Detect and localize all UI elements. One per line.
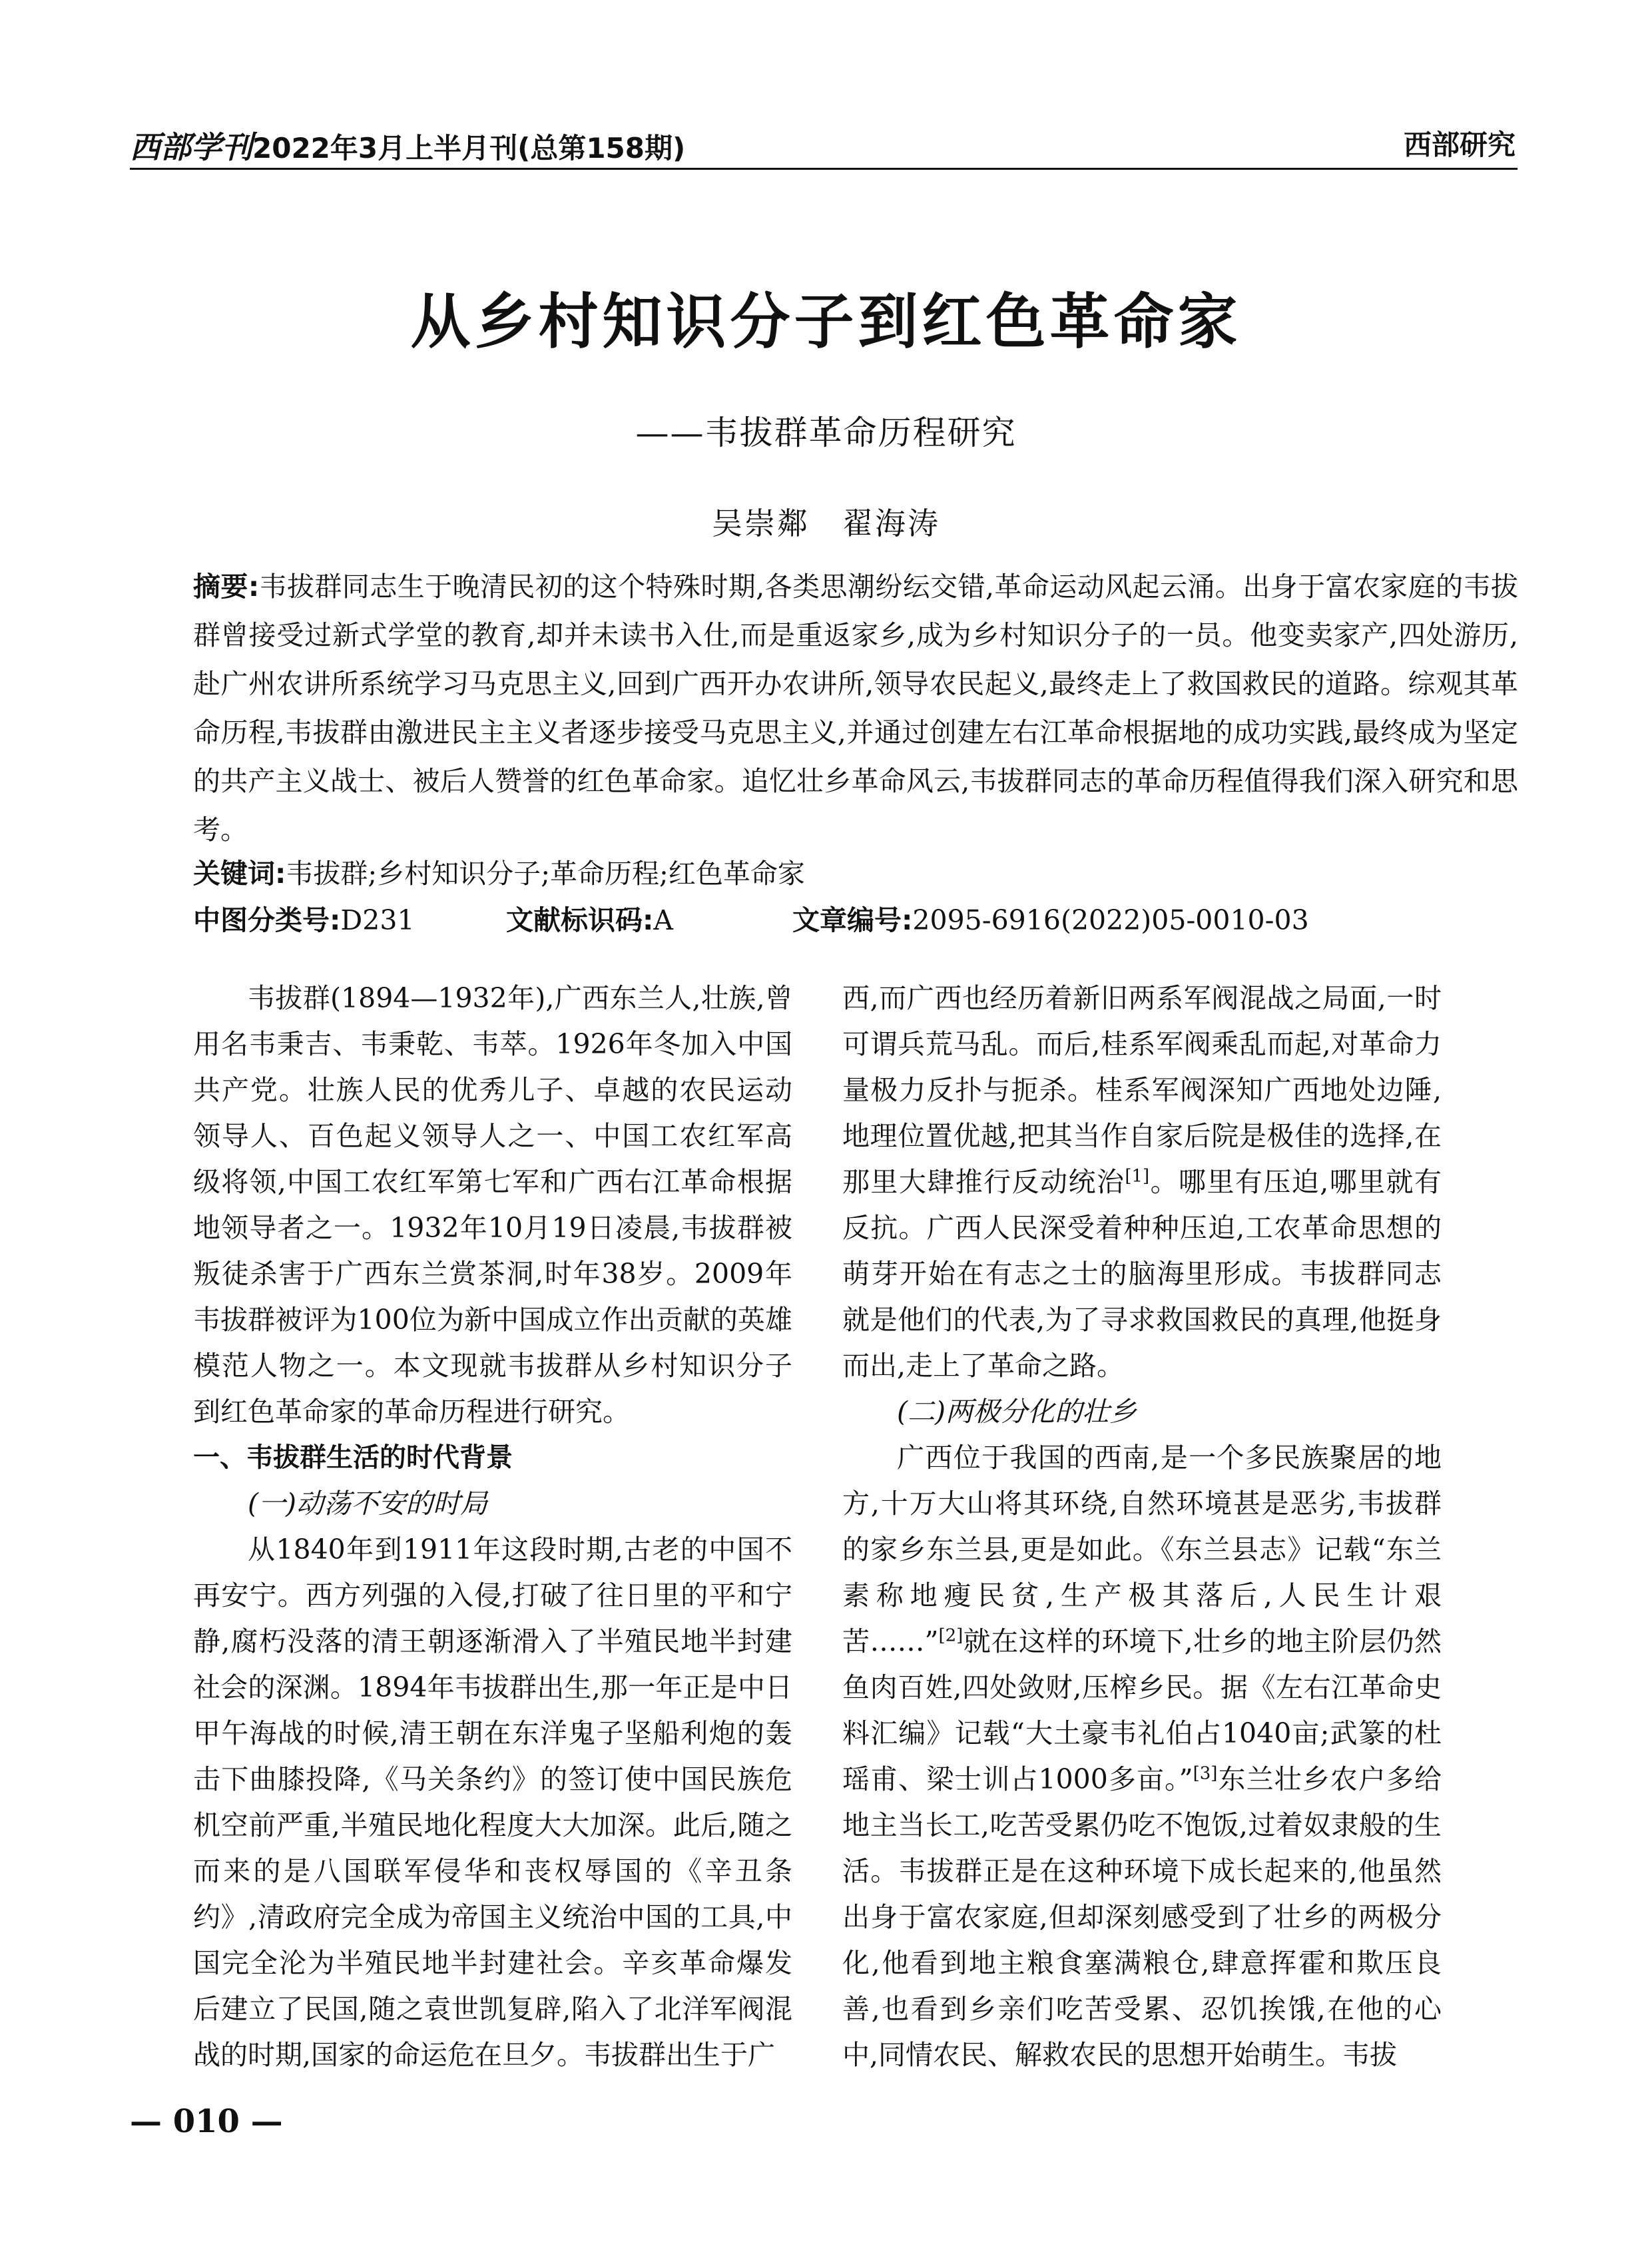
section-heading-1: 一、韦拔群生活的时代背景: [193, 1442, 513, 1473]
running-header-section: 西部研究: [1403, 129, 1515, 161]
citation-ref-1: [1]: [1125, 1166, 1150, 1187]
paragraph-intro: 韦拔群(1894—1932年),广西东兰人,壮族,曾用名韦秉吉、韦秉乾、韦萃。1926年冬加入中国共产党。壮族人民的优秀儿子、卓越的农民运动领导人、百色起义领导人之一、中国工农红军高级将领,中国工农红军第七军和广西右江革命根据地领导者之一。1932年10月19日凌晨,韦拔群被叛徒杀害于广西东兰赏茶洞,时年38岁。2009年韦拔群被评为100位为新中国成立作出贡献的英雄模范人物之一。本文现就韦拔群从乡村知识分子到红色革命家的革命历程进行研究。: [193, 982, 792, 1428]
keywords-label: 关键词:: [193, 858, 286, 890]
subsection-heading-2: (二)两极分化的壮乡: [897, 1396, 1137, 1428]
paragraph-background: 从1840年到1911年这段时期,古老的中国不再安宁。西方列强的入侵,打破了往日里的平和宁静,腐朽没落的清王朝逐渐滑入了半殖民地半封建社会的深渊。1894年韦拔群出生,那一年正是中日甲午海战的时候,清王朝在东洋鬼子坚船利炮的轰击下曲膝投降,《马关条约》的签订使中国民族危机空前严重,半殖民地化程度大大加深。此后,随之而来的是八国联军侵华和丧权辱国的《辛丑条约》,清政府完全成为帝国主义统治中国的工具,中国完全沦为半殖民地半封建社会。辛亥革命爆发后建立了民国,随之袁世凯复辟,陷入了北洋军阀混战的时期,国家的命运危在旦夕。韦拔群出生于广: [193, 1534, 792, 2071]
running-header-issue: [130, 123, 685, 167]
paragraph-polarization: [842, 1435, 1442, 2078]
clc-number: [193, 900, 506, 940]
clc-value: D231: [340, 904, 415, 936]
body-column-right: [842, 976, 1442, 2078]
doc-label: 文献标识码:: [506, 904, 654, 936]
article-authors: 吴崇鄰 翟海涛: [712, 505, 940, 541]
paragraph-polarization-text-a: 广西位于我国的西南,是一个多民族聚居的地方,十万大山将其环绕,自然环境甚是恶劣,韦拔群的家乡东兰县,更是如此。《东兰县志》记载“东兰素称地瘦民贫,生产极其落后,人民生计艰苦……”: [842, 1442, 1442, 1657]
paragraph-continued-text-b: 。哪里有压迫,哪里就有反抗。广西人民深受着种种压迫,工农革命思想的萌芽开始在有志之士的脑海里形成。韦拔群同志就是他们的代表,为了寻求救国救民的真理,他挺身而出,走上了革命之路。: [842, 1166, 1442, 1382]
page-number: — 010 —: [130, 2103, 283, 2140]
classification-line: [193, 900, 1518, 940]
keywords: [193, 854, 1518, 894]
doc-value: A: [653, 904, 674, 936]
article-number: [792, 900, 1309, 940]
clc-label: 中图分类号:: [193, 904, 341, 936]
article-label: 文章编号:: [792, 904, 913, 936]
article-title: 从乡村知识分子到红色革命家: [410, 286, 1242, 357]
document-code: [506, 900, 792, 940]
paragraph-polarization-text-b: 就在这样的环境下,壮乡的地主阶层仍然鱼肉百姓,四处敛财,压榨乡民。据《左右江革命史料汇编》记载“大土豪韦礼伯占1040亩;武篆的杜瑶甫、梁士训占1000多亩。”: [842, 1625, 1442, 1795]
paragraph-continued: [842, 976, 1442, 1389]
issue-label: 2022年3月上半月刊(总第158期): [252, 132, 686, 164]
abstract-text: 韦拔群同志生于晚清民初的这个特殊时期,各类思潮纷纭交错,革命运动风起云涌。出身于富农家庭的韦拔群曾接受过新式学堂的教育,却并未读书入仕,而是重返家乡,成为乡村知识分子的一员。他变卖家产,四处游历,赴广州农讲所系统学习马克思主义,回到广西开办农讲所,领导农民起义,最终走上了救国救民的道路。综观其革命历程,韦拔群由激进民主主义者逐步接受马克思主义,并通过创建左右江革命根据地的成功实践,最终成为坚定的共产主义战士、被后人赞誉的红色革命家。追忆壮乡革命风云,韦拔群同志的革命历程值得我们深入研究和思考。: [193, 571, 1518, 846]
subsection-heading-1: (一)动荡不安的时局: [248, 1488, 487, 1520]
abstract-label: 摘要:: [193, 571, 260, 603]
abstract: [193, 563, 1518, 854]
article-subtitle: ——韦拔群革命历程研究: [635, 414, 1017, 452]
paragraph-polarization-text-c: 东兰壮乡农户多给地主当长工,吃苦受累仍吃不饱饭,过着奴隶般的生活。韦拔群正是在这种环境下成长起来的,他虽然出身于富农家庭,但却深刻感受到了壮乡的两极分化,他看到地主粮食塞满粮仓,肆意挥霍和欺压良善,也看到乡亲们吃苦受累、忍饥挨饿,在他的心中,同情农民、解救农民的思想开始萌生。韦拔: [842, 1763, 1442, 2071]
paragraph-continued-text-a: 西,而广西也经历着新旧两系军阀混战之局面,一时可谓兵荒马乱。而后,桂系军阀乘乱而起,对革命力量极力反扑与扼杀。桂系军阀深知广西地处边陲,地理位置优越,把其当作自家后院是极佳的选择,在那里大肆推行反动统治: [842, 982, 1442, 1198]
body-column-left: [193, 976, 792, 2078]
citation-ref-2: [2]: [938, 1625, 964, 1646]
article-value: 2095-6916(2022)05-0010-03: [912, 904, 1309, 936]
journal-logo: 西部学刊: [130, 129, 252, 165]
keywords-text: 韦拔群;乡村知识分子;革命历程;红色革命家: [286, 858, 805, 890]
citation-ref-3: [3]: [1193, 1763, 1218, 1784]
header-rule: [130, 168, 1517, 170]
